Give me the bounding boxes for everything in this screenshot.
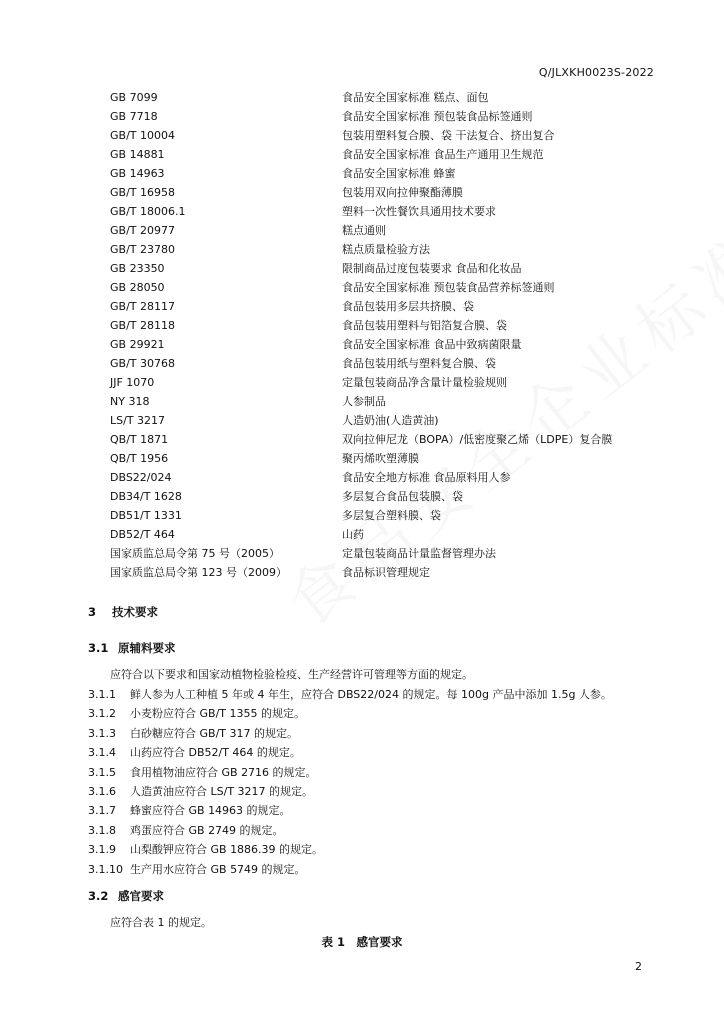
reference-code: NY 318 bbox=[110, 395, 150, 408]
reference-title: 食品安全国家标准 蜂蜜 bbox=[342, 167, 456, 180]
reference-code: QB/T 1871 bbox=[110, 433, 169, 446]
reference-code: GB 7718 bbox=[110, 110, 158, 123]
reference-title: 包装用塑料复合膜、袋 干法复合、挤出复合 bbox=[342, 129, 555, 142]
reference-code: DBS22/024 bbox=[110, 471, 172, 484]
reference-row bbox=[0, 392, 724, 411]
reference-row bbox=[0, 506, 724, 525]
section-3-2-heading bbox=[88, 888, 164, 904]
reference-title: 包装用双向拉伸聚酯薄膜 bbox=[342, 186, 463, 199]
reference-row bbox=[0, 297, 724, 316]
requirement-number: 3.1.4 bbox=[88, 746, 116, 760]
reference-title: 食品安全国家标准 食品中致病菌限量 bbox=[342, 338, 522, 351]
reference-row bbox=[0, 430, 724, 449]
reference-title: 糕点通则 bbox=[342, 224, 386, 237]
requirement-text: 人造黄油应符合 LS/T 3217 的规定。 bbox=[130, 784, 314, 798]
requirement-text: 山梨酸钾应符合 GB 1886.39 的规定。 bbox=[130, 843, 324, 857]
reference-title: 食品包装用纸与塑料复合膜、袋 bbox=[342, 357, 496, 370]
reference-code: GB 14881 bbox=[110, 148, 165, 161]
requirement-text: 山药应符合 DB52/T 464 的规定。 bbox=[130, 746, 301, 760]
section-title: 原辅料要求 bbox=[118, 641, 176, 655]
section-title: 技术要求 bbox=[112, 605, 158, 619]
normative-references-list bbox=[0, 88, 724, 582]
reference-row bbox=[0, 278, 724, 297]
reference-code: DB34/T 1628 bbox=[110, 490, 182, 503]
reference-title: 食品安全国家标准 糕点、面包 bbox=[342, 91, 489, 104]
requirement-text: 生产用水应符合 GB 5749 的规定。 bbox=[130, 862, 306, 876]
reference-code: GB 23350 bbox=[110, 262, 165, 275]
requirement-item bbox=[88, 821, 612, 840]
reference-row bbox=[0, 468, 724, 487]
requirement-item bbox=[88, 782, 612, 801]
reference-title: 山药 bbox=[342, 528, 364, 541]
reference-title: 糕点质量检验方法 bbox=[342, 243, 430, 256]
reference-code: GB/T 20977 bbox=[110, 224, 175, 237]
section-number: 3.2 bbox=[88, 889, 109, 903]
reference-code: GB/T 10004 bbox=[110, 129, 175, 142]
requirement-number: 3.1.10 bbox=[88, 862, 123, 876]
reference-row bbox=[0, 335, 724, 354]
reference-title: 定量包装商品计量监督管理办法 bbox=[342, 547, 496, 560]
reference-title: 多层复合塑料膜、袋 bbox=[342, 509, 441, 522]
requirement-number: 3.1.2 bbox=[88, 707, 116, 721]
requirement-number: 3.1.8 bbox=[88, 823, 116, 837]
reference-code: GB/T 28117 bbox=[110, 300, 175, 313]
page-number: 2 bbox=[635, 960, 642, 973]
section-3-1-intro: 应符合以下要求和国家动植物检验检疫、生产经营许可管理等方面的规定。 bbox=[110, 668, 473, 681]
reference-row bbox=[0, 240, 724, 259]
requirement-item bbox=[88, 801, 612, 820]
reference-code: GB/T 23780 bbox=[110, 243, 175, 256]
reference-code: 国家质监总局令第 123 号（2009） bbox=[110, 566, 287, 579]
reference-title: 定量包装商品净含量计量检验规则 bbox=[342, 376, 507, 389]
reference-title: 食品安全国家标准 食品生产通用卫生规范 bbox=[342, 148, 544, 161]
requirement-text: 小麦粉应符合 GB/T 1355 的规定。 bbox=[130, 707, 305, 721]
reference-title: 人造奶油(人造黄油) bbox=[342, 414, 439, 427]
reference-row bbox=[0, 107, 724, 126]
reference-row bbox=[0, 88, 724, 107]
reference-title: 食品安全国家标准 预包装食品标签通则 bbox=[342, 110, 533, 123]
document-code: Q/JLXKH0023S-2022 bbox=[538, 66, 654, 79]
reference-row bbox=[0, 126, 724, 145]
requirement-item bbox=[88, 840, 612, 859]
reference-title: 食品包装用塑料与铝箔复合膜、袋 bbox=[342, 319, 507, 332]
reference-row bbox=[0, 145, 724, 164]
reference-code: DB51/T 1331 bbox=[110, 509, 182, 522]
reference-row bbox=[0, 164, 724, 183]
requirement-item bbox=[88, 704, 612, 723]
reference-row bbox=[0, 354, 724, 373]
table-1-caption: 表 1 感官要求 bbox=[321, 935, 403, 949]
reference-code: QB/T 1956 bbox=[110, 452, 169, 465]
requirement-number: 3.1.5 bbox=[88, 765, 116, 779]
reference-row bbox=[0, 183, 724, 202]
reference-code: GB 14963 bbox=[110, 167, 165, 180]
reference-row bbox=[0, 316, 724, 335]
reference-code: GB 29921 bbox=[110, 338, 165, 351]
section-number: 3.1 bbox=[88, 641, 109, 655]
reference-title: 食品包装用多层共挤膜、袋 bbox=[342, 300, 474, 313]
reference-title: 塑料一次性餐饮具通用技术要求 bbox=[342, 205, 496, 218]
reference-code: GB/T 16958 bbox=[110, 186, 175, 199]
requirement-number: 3.1.9 bbox=[88, 843, 116, 857]
requirement-item bbox=[88, 763, 612, 782]
reference-code: JJF 1070 bbox=[110, 376, 155, 389]
reference-row bbox=[0, 373, 724, 392]
reference-title: 人参制品 bbox=[342, 395, 386, 408]
raw-material-requirements-list bbox=[88, 685, 612, 879]
reference-row bbox=[0, 525, 724, 544]
requirement-item bbox=[88, 685, 612, 704]
reference-row bbox=[0, 449, 724, 468]
reference-title: 食品标识管理规定 bbox=[342, 566, 430, 579]
reference-code: GB/T 30768 bbox=[110, 357, 175, 370]
reference-code: 国家质监总局令第 75 号（2005） bbox=[110, 547, 280, 560]
requirement-text: 蜂蜜应符合 GB 14963 的规定。 bbox=[130, 804, 291, 818]
reference-row bbox=[0, 544, 724, 563]
requirement-item bbox=[88, 724, 612, 743]
reference-code: DB52/T 464 bbox=[110, 528, 175, 541]
reference-code: GB 7099 bbox=[110, 91, 158, 104]
requirement-item bbox=[88, 743, 612, 762]
reference-row bbox=[0, 221, 724, 240]
reference-row bbox=[0, 563, 724, 582]
section-title: 感官要求 bbox=[118, 889, 164, 903]
reference-title: 多层复合食品包装膜、袋 bbox=[342, 490, 463, 503]
reference-code: GB/T 18006.1 bbox=[110, 205, 186, 218]
section-3-1-heading bbox=[88, 640, 176, 656]
reference-title: 食品安全国家标准 预包装食品营养标签通则 bbox=[342, 281, 555, 294]
requirement-number: 3.1.3 bbox=[88, 726, 116, 740]
section-3-2-intro: 应符合表 1 的规定。 bbox=[110, 916, 212, 929]
requirement-number: 3.1.7 bbox=[88, 804, 116, 818]
reference-row bbox=[0, 259, 724, 278]
section-3-heading bbox=[88, 604, 158, 620]
requirement-text: 白砂糖应符合 GB/T 317 的规定。 bbox=[130, 726, 298, 740]
requirement-text: 鸡蛋应符合 GB 2749 的规定。 bbox=[130, 823, 284, 837]
reference-code: GB 28050 bbox=[110, 281, 165, 294]
requirement-number: 3.1.1 bbox=[88, 688, 116, 701]
reference-row bbox=[0, 411, 724, 430]
reference-row bbox=[0, 487, 724, 506]
reference-title: 双向拉伸尼龙（BOPA）/低密度聚乙烯（LDPE）复合膜 bbox=[342, 433, 613, 446]
reference-code: LS/T 3217 bbox=[110, 414, 166, 427]
requirement-text: 鲜人参为人工种植 5 年或 4 年生，应符合 DBS22/024 的规定。每 100g 产品中添加 1.5g 人参。 bbox=[130, 688, 612, 701]
requirement-text: 食用植物油应符合 GB 2716 的规定。 bbox=[130, 765, 317, 779]
requirement-number: 3.1.6 bbox=[88, 784, 116, 798]
reference-title: 限制商品过度包装要求 食品和化妆品 bbox=[342, 262, 522, 275]
section-number: 3 bbox=[88, 605, 97, 619]
reference-title: 食品安全地方标准 食品原料用人参 bbox=[342, 471, 511, 484]
reference-row bbox=[0, 202, 724, 221]
reference-title: 聚丙烯吹塑薄膜 bbox=[342, 452, 419, 465]
requirement-item bbox=[88, 860, 612, 879]
reference-code: GB/T 28118 bbox=[110, 319, 175, 332]
